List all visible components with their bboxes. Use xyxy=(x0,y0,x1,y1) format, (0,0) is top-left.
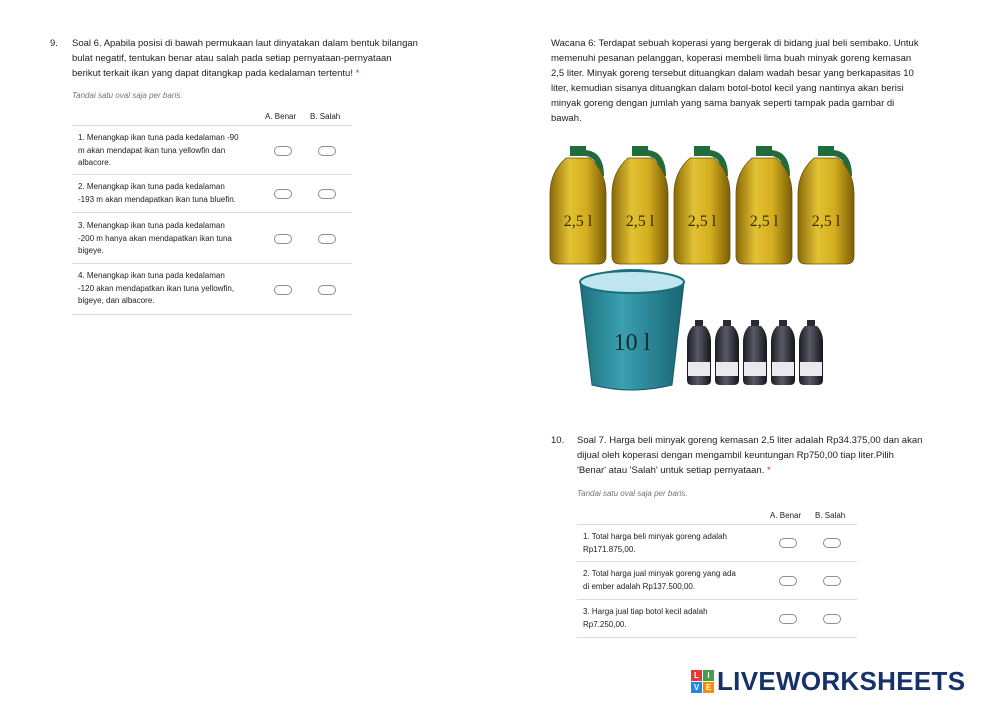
q10-row3-benar-radio[interactable] xyxy=(779,614,797,624)
jug-label: 2,5 l xyxy=(811,213,841,230)
q10-choice-grid xyxy=(577,509,857,638)
bucket xyxy=(580,270,684,390)
q9-row-label xyxy=(78,132,268,170)
q10-row2-benar-radio[interactable] xyxy=(779,576,797,586)
q9-choice-grid xyxy=(72,110,352,315)
q9-row-line: 2. Menangkap ikan tuna pada kedalaman xyxy=(78,182,225,191)
q9-row-line: -120 akan mendapatkan ikan tuna yellowfin, xyxy=(78,283,235,293)
logo-text: LIVEWORKSHEETS xyxy=(717,666,966,696)
q9-row-line: 4. Menangkap ikan tuna pada kedalaman xyxy=(78,271,225,280)
q9-grid-row xyxy=(72,126,352,175)
jug-label: 2,5 l xyxy=(625,213,655,230)
jug-label: 2,5 l xyxy=(563,213,593,230)
q9-row-line: -193 m akan mendapatkan ikan tuna bluefin. xyxy=(78,194,236,204)
wacana-line: liter, kemudian sisanya dituangkan dalam botol-botol kecil yang nantinya akan berisi xyxy=(551,83,904,94)
q9-row-line: albacore. xyxy=(78,158,111,168)
q9-col-benar-header: A. Benar xyxy=(265,112,297,121)
q9-col-salah-header: B. Salah xyxy=(310,112,341,121)
q10-grid-row xyxy=(577,562,857,600)
oil-containers-illustration xyxy=(546,140,866,395)
q10-number: 10. xyxy=(551,435,565,446)
q10-row2-salah-radio[interactable] xyxy=(823,576,841,586)
oil-jug xyxy=(736,146,792,264)
oil-jug xyxy=(550,146,606,264)
wacana-passage xyxy=(551,36,951,126)
wacana-line: bawah. xyxy=(551,113,582,124)
q9-row-label xyxy=(78,270,268,308)
q10-row-label xyxy=(583,568,773,593)
q9-row1-benar-radio[interactable] xyxy=(274,146,292,156)
bucket-label: 10 l xyxy=(613,330,651,356)
liveworksheets-logo xyxy=(691,668,965,694)
q9-row-line: bigeye, dan albacore. xyxy=(78,296,155,306)
oil-jug xyxy=(798,146,854,264)
q9-text-line-content: berikut terkait ikan yang dapat ditangkap pada kedalaman tertentu! xyxy=(72,68,353,79)
q10-row3-salah-radio[interactable] xyxy=(823,614,841,624)
small-bottle xyxy=(687,320,711,385)
q10-row-line: Rp7.250,00. xyxy=(583,619,627,629)
q9-row-line: -200 m hanya akan mendapatkan ikan tuna xyxy=(78,233,232,243)
q9-row-line: m akan mendapat ikan tuna yellowfin dan xyxy=(78,145,226,155)
logo-cube: V xyxy=(691,682,702,693)
q9-row4-salah-radio[interactable] xyxy=(318,285,336,295)
q10-col-benar-header: A. Benar xyxy=(770,511,802,520)
q9-hint: Tandai satu oval saja per baris. xyxy=(72,91,183,100)
q9-question-text xyxy=(72,36,472,81)
oil-jug xyxy=(674,146,730,264)
q9-row-label xyxy=(78,181,268,206)
q10-row-line: 1. Total harga beli minyak goreng adalah xyxy=(583,532,727,541)
jug-label: 2,5 l xyxy=(687,213,717,230)
q10-grid-row xyxy=(577,525,857,562)
q9-text-line: bulat negatif, tentukan benar atau salah pada setiap pernyataan-pernyataan xyxy=(72,53,392,64)
small-bottle xyxy=(715,320,739,385)
q9-text-line: Soal 6. Apabila posisi di bawah permukaan laut dinyatakan dalam bentuk bilangan xyxy=(72,38,418,49)
q9-row-line: 1. Menangkap ikan tuna pada kedalaman -90 xyxy=(78,133,239,142)
oil-jug xyxy=(612,146,668,264)
q10-row-label xyxy=(583,606,773,631)
q9-text-line xyxy=(72,66,472,81)
wacana-line: Wacana 6: Terdapat sebuah koperasi yang bergerak di bidang jual beli sembako. Untuk xyxy=(551,38,919,49)
q9-row-label xyxy=(78,220,268,258)
q9-row-line: 3. Menangkap ikan tuna pada kedalaman xyxy=(78,221,225,230)
q9-grid-header xyxy=(72,110,352,126)
q10-row1-benar-radio[interactable] xyxy=(779,538,797,548)
small-bottle xyxy=(771,320,795,385)
q10-text-line xyxy=(577,463,977,478)
q9-row3-salah-radio[interactable] xyxy=(318,234,336,244)
q9-row2-benar-radio[interactable] xyxy=(274,189,292,199)
q9-row-line: bigeye. xyxy=(78,246,104,256)
q9-number: 9. xyxy=(50,38,58,49)
q10-row-line: 2. Total harga jual minyak goreng yang ada xyxy=(583,569,736,578)
q10-grid-row xyxy=(577,600,857,638)
required-mark: * xyxy=(767,465,771,476)
wacana-line: minyak goreng dengan jumlah yang sama banyak seperti tampak pada gambar di xyxy=(551,98,895,109)
q10-question-text xyxy=(577,433,977,478)
q10-row-line: Rp171.875,00. xyxy=(583,544,636,554)
q10-col-salah-header: B. Salah xyxy=(815,511,846,520)
logo-cube: L xyxy=(691,670,702,681)
jug-label: 2,5 l xyxy=(749,213,779,230)
q9-grid-row xyxy=(72,213,352,264)
required-mark: * xyxy=(355,68,360,79)
wacana-line: 2,5 liter. Minyak goreng tersebut dituangkan dalam wadah besar yang berkapasitas 10 xyxy=(551,68,914,79)
logo-cube: I xyxy=(703,670,714,681)
q9-row4-benar-radio[interactable] xyxy=(274,285,292,295)
q9-row2-salah-radio[interactable] xyxy=(318,189,336,199)
q10-text-line: Soal 7. Harga beli minyak goreng kemasan 2,5 liter adalah Rp34.375,00 dan akan xyxy=(577,435,923,446)
logo-cubes-icon xyxy=(691,670,714,693)
q9-row3-benar-radio[interactable] xyxy=(274,234,292,244)
q10-row-label xyxy=(583,531,773,556)
q9-grid-row xyxy=(72,175,352,213)
q10-text-line: dijual oleh koperasi dengan mengambil keuntungan Rp750,00 tiap liter.Pilih xyxy=(577,450,894,461)
logo-cube: E xyxy=(703,682,714,693)
q10-grid-header xyxy=(577,509,857,525)
q10-row-line: di ember adalah Rp137.500,00. xyxy=(583,581,696,591)
wacana-line: memenuhi pesanan pelanggan, koperasi membeli lima buah minyak goreng kemasan xyxy=(551,53,912,64)
q10-row1-salah-radio[interactable] xyxy=(823,538,841,548)
q9-grid-row xyxy=(72,264,352,315)
q10-hint: Tandai satu oval saja per baris. xyxy=(577,489,688,498)
q10-row-line: 3. Harga jual tiap botol kecil adalah xyxy=(583,607,708,616)
q9-row1-salah-radio[interactable] xyxy=(318,146,336,156)
small-bottle xyxy=(799,320,823,385)
q10-text-line-content: 'Benar' atau 'Salah' untuk setiap pernyataan. xyxy=(577,465,765,476)
small-bottle xyxy=(743,320,767,385)
